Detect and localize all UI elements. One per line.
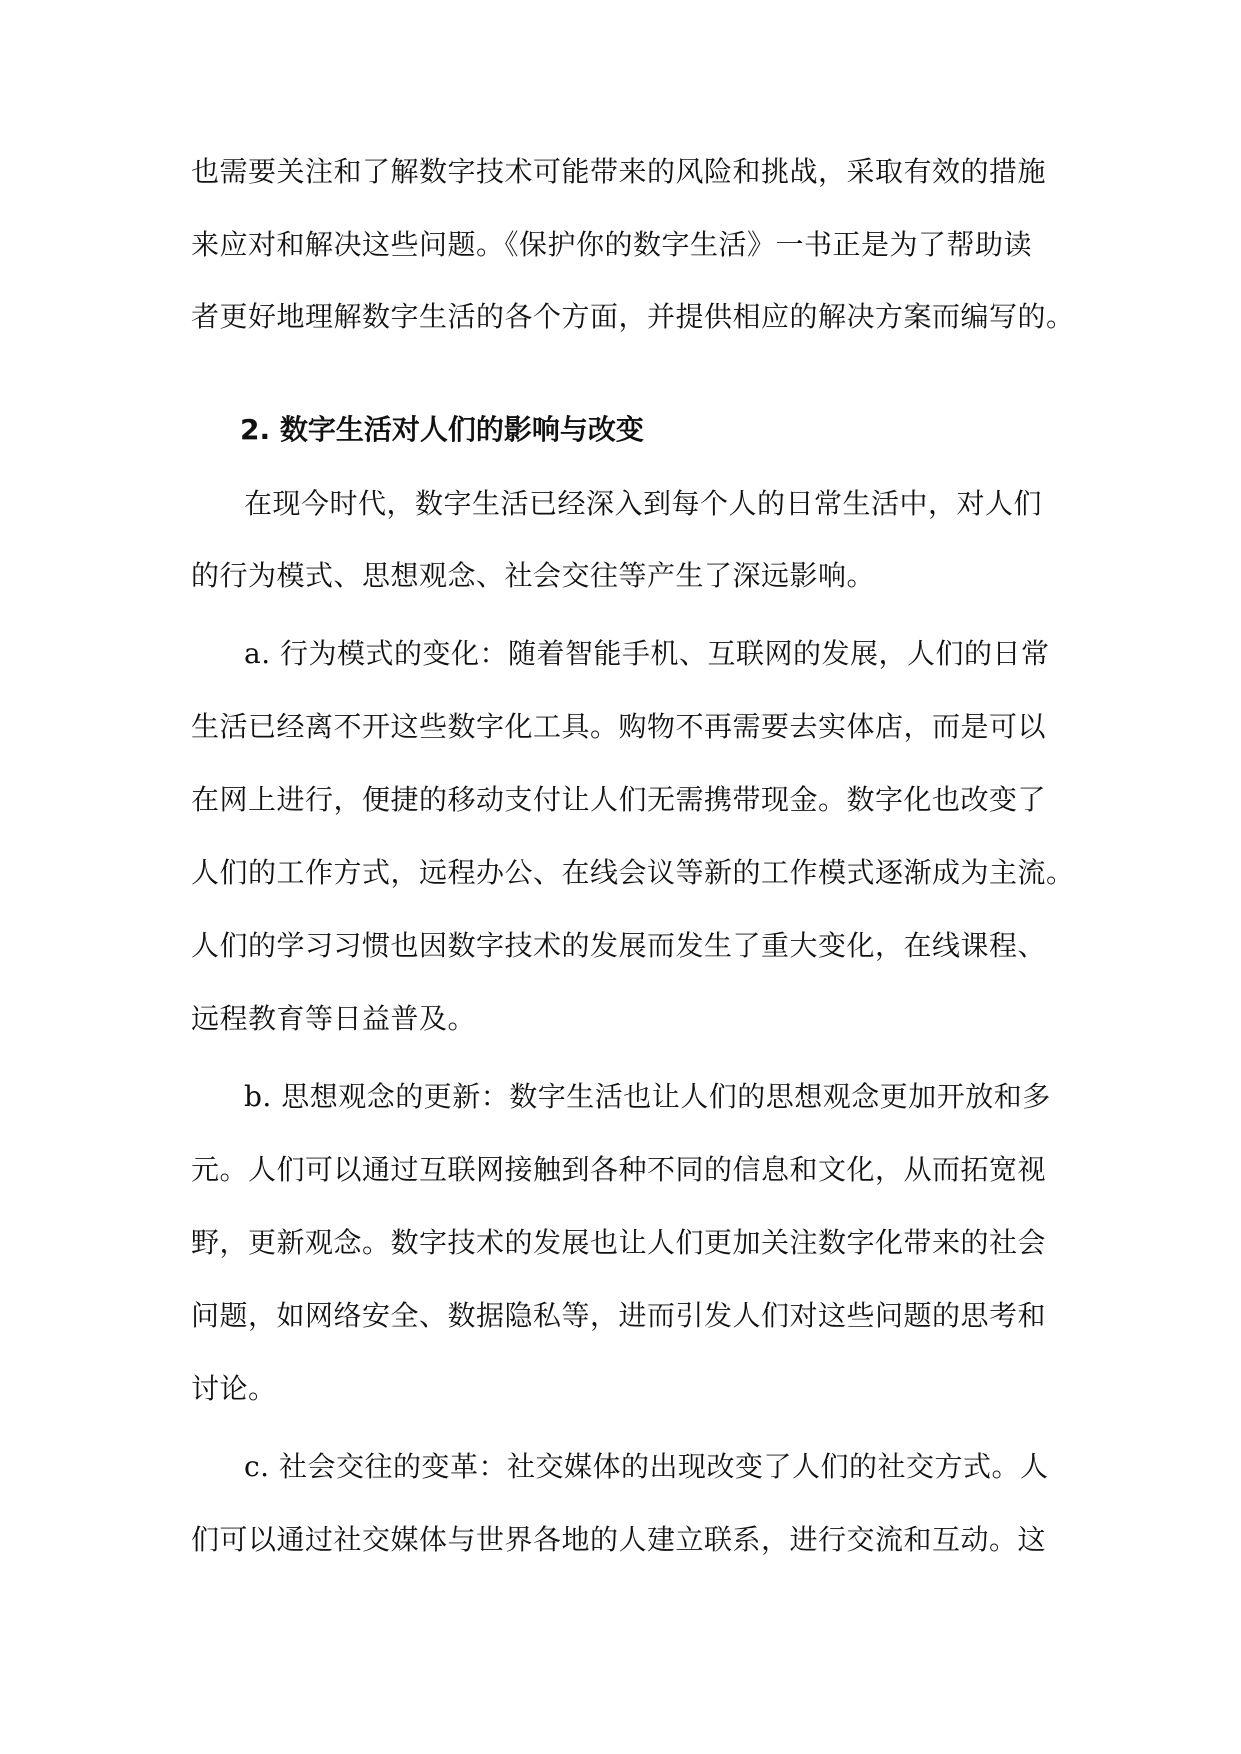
- paragraph-intro-line-3: 者更好地理解数字生活的各个方面，并提供相应的解决方案而编写的。: [191, 300, 1075, 333]
- paragraph-overview-line-1: 在现今时代，数字生活已经深入到每个人的日常生活中，对人们: [244, 487, 1043, 520]
- paragraph-intro-line-2: 来应对和解决这些问题。《保护你的数字生活》一书正是为了帮助读: [191, 228, 1033, 261]
- paragraph-b-line-3: 野，更新观念。数字技术的发展也让人们更加关注数字化带来的社会: [191, 1226, 1047, 1259]
- paragraph-a-line-1: a. 行为模式的变化：随着智能手机、互联网的发展，人们的日常: [244, 637, 1050, 670]
- paragraph-b-line-5: 讨论。: [191, 1372, 277, 1405]
- paragraph-overview-line-2: 的行为模式、思想观念、社会交往等产生了深远影响。: [191, 559, 876, 592]
- paragraph-a-line-6: 远程教育等日益普及。: [191, 1002, 477, 1035]
- paragraph-intro-line-1: 也需要关注和了解数字技术可能带来的风险和挑战，采取有效的措施: [191, 155, 1047, 188]
- paragraph-a-line-3: 在网上进行，便捷的移动支付让人们无需携带现金。数字化也改变了: [191, 783, 1047, 816]
- section-heading: 2. 数字生活对人们的影响与改变: [240, 413, 644, 446]
- paragraph-c-line-2: 们可以通过社交媒体与世界各地的人建立联系，进行交流和互动。这: [191, 1523, 1047, 1556]
- paragraph-b-line-1: b. 思想观念的更新：数字生活也让人们的思想观念更加开放和多: [244, 1080, 1051, 1113]
- paragraph-a-line-4: 人们的工作方式，远程办公、在线会议等新的工作模式逐渐成为主流。: [191, 856, 1075, 889]
- paragraph-a-line-5: 人们的学习习惯也因数字技术的发展而发生了重大变化，在线课程、: [191, 929, 1047, 962]
- paragraph-b-line-2: 元。人们可以通过互联网接触到各种不同的信息和文化，从而拓宽视: [191, 1153, 1047, 1186]
- paragraph-b-line-4: 问题，如网络安全、数据隐私等，进而引发人们对这些问题的思考和: [191, 1299, 1047, 1332]
- paragraph-a-line-2: 生活已经离不开这些数字化工具。购物不再需要去实体店，而是可以: [191, 710, 1047, 743]
- paragraph-c-line-1: c. 社会交往的变革：社交媒体的出现改变了人们的社交方式。人: [244, 1450, 1049, 1483]
